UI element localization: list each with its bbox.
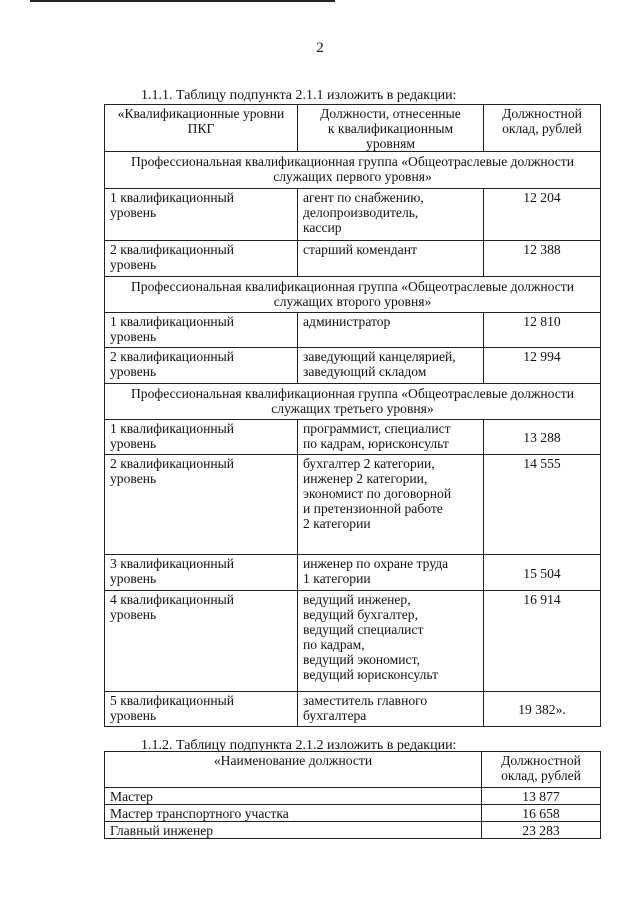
salary-cell: 23 283: [482, 822, 601, 839]
group-title: Профессиональная квалификационная группа «Общеотраслевые должности служащих третьего уровня»: [105, 384, 601, 420]
table-header-row: [105, 105, 601, 152]
salary-cell: 15 504: [484, 555, 601, 591]
positions-cell: программист, специалист по кадрам, юрисконсульт: [298, 420, 484, 455]
position-name-cell: Главный инженер: [105, 822, 482, 839]
level-cell: 2 квалификационный уровень: [105, 348, 298, 384]
top-rule: [30, 0, 335, 2]
group-title-row: [105, 152, 601, 189]
table-row: [105, 822, 601, 839]
salary-cell: 12 204: [484, 189, 601, 241]
table-row: [105, 420, 601, 455]
level-cell: 1 квалификационный уровень: [105, 420, 298, 455]
position-name-cell: Мастер: [105, 788, 482, 805]
salary-cell: 13 288: [484, 420, 601, 455]
salary-cell: 19 382».: [484, 692, 601, 727]
positions-cell: бухгалтер 2 категории, инженер 2 категории, экономист по договорной и претензионной работе 2 категории: [298, 455, 484, 555]
header-levels: «Квалификационные уровни ПКГ: [105, 105, 298, 152]
positions-cell: агент по снабжению, делопроизводитель, кассир: [298, 189, 484, 241]
salary-cell: 12 388: [484, 241, 601, 277]
table-row: [105, 348, 601, 384]
salary-cell: 12 810: [484, 313, 601, 348]
level-cell: 4 квалификационный уровень: [105, 591, 298, 692]
positions-cell: старший комендант: [298, 241, 484, 277]
salary-cell: 16 914: [484, 591, 601, 692]
position-name-cell: Мастер транспортного участка: [105, 805, 482, 822]
table-row: [105, 555, 601, 591]
header-salary: Должностной оклад, рублей: [484, 105, 601, 152]
table-row: [105, 591, 601, 692]
positions-cell: ведущий инженер, ведущий бухгалтер, ведущий специалист по кадрам, ведущий экономист, ведущий юрисконсульт: [298, 591, 484, 692]
table-row: [105, 313, 601, 348]
intro-table-1: 1.1.1. Таблицу подпункта 2.1.1 изложить в редакции:: [141, 88, 457, 103]
intro-table-2: 1.1.2. Таблицу подпункта 2.1.2 изложить в редакции:: [141, 738, 457, 753]
salary-table-2: [104, 751, 601, 839]
table-row: [105, 788, 601, 805]
group-title: Профессиональная квалификационная группа «Общеотраслевые должности служащих второго уровня»: [105, 277, 601, 313]
level-cell: 3 квалификационный уровень: [105, 555, 298, 591]
positions-cell: заведующий канцелярией, заведующий складом: [298, 348, 484, 384]
header-positions: Должности, отнесенные к квалификационным уровням: [298, 105, 484, 152]
level-cell: 2 квалификационный уровень: [105, 241, 298, 277]
group-title: Профессиональная квалификационная группа «Общеотраслевые должности служащих первого уровня»: [105, 152, 601, 189]
header-position-name: «Наименование должности: [105, 752, 482, 788]
salary-cell: 14 555: [484, 455, 601, 555]
table-row: [105, 241, 601, 277]
page-number: 2: [316, 40, 324, 56]
table-header-row: [105, 752, 601, 788]
group-title-row: [105, 277, 601, 313]
header-salary: Должностной оклад, рублей: [482, 752, 601, 788]
table-row: [105, 189, 601, 241]
level-cell: 1 квалификационный уровень: [105, 189, 298, 241]
salary-cell: 13 877: [482, 788, 601, 805]
positions-cell: заместитель главного бухгалтера: [298, 692, 484, 727]
level-cell: 1 квалификационный уровень: [105, 313, 298, 348]
salary-cell: 12 994: [484, 348, 601, 384]
table-row: [105, 805, 601, 822]
positions-cell: инженер по охране труда 1 категории: [298, 555, 484, 591]
group-title-row: [105, 384, 601, 420]
level-cell: 2 квалификационный уровень: [105, 455, 298, 555]
table-row: [105, 455, 601, 555]
salary-table-1: [104, 104, 601, 727]
positions-cell: администратор: [298, 313, 484, 348]
table-row: [105, 692, 601, 727]
salary-cell: 16 658: [482, 805, 601, 822]
level-cell: 5 квалификационный уровень: [105, 692, 298, 727]
